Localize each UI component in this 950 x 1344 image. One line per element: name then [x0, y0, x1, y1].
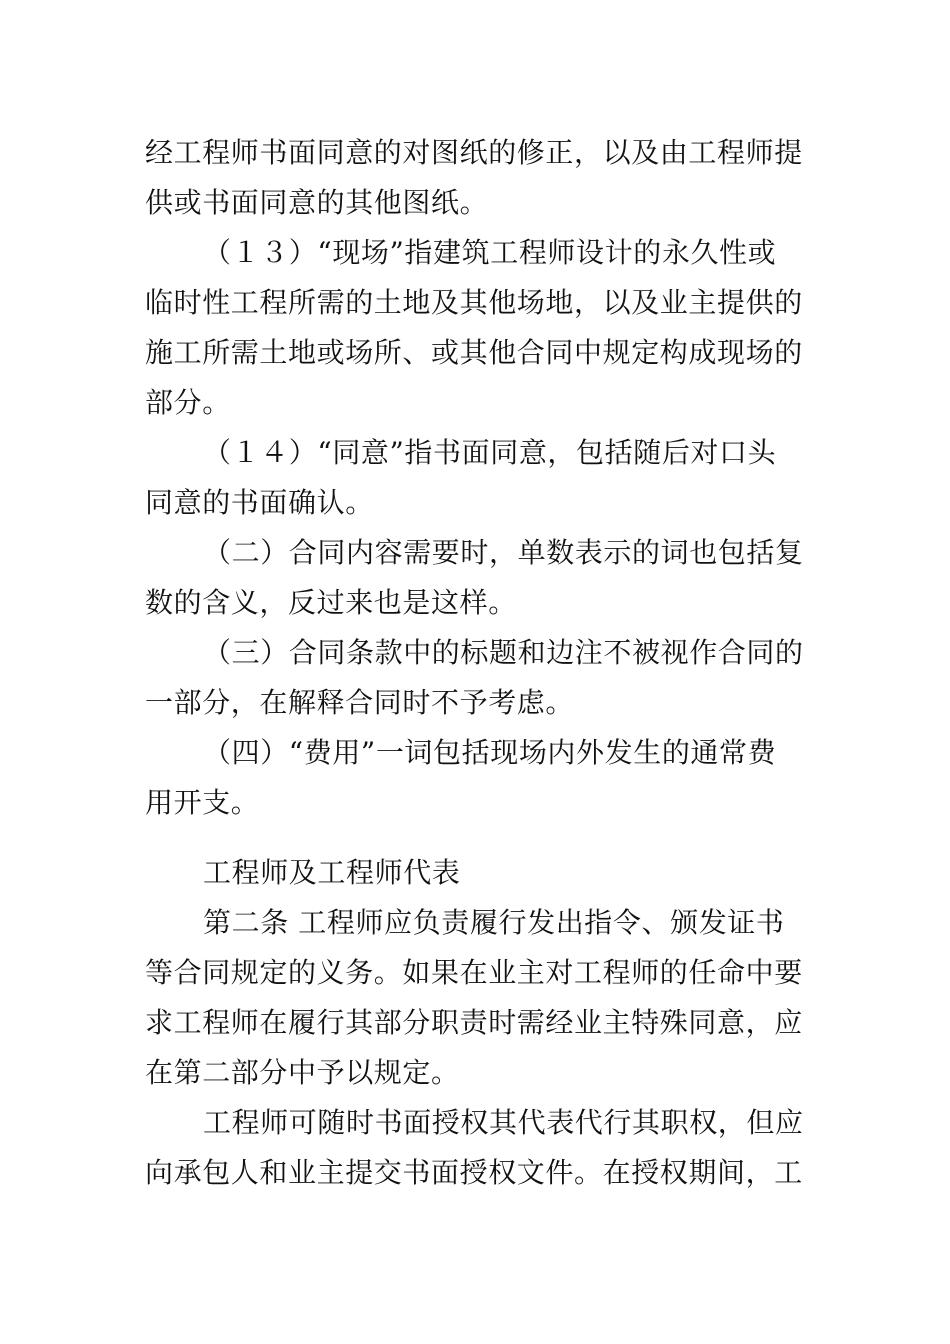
- text-line: 临时性工程所需的土地及其他场地，以及业主提供的: [145, 286, 803, 319]
- text-line: 同意的书面确认。: [145, 486, 374, 519]
- text-line: 等合同规定的义务。如果在业主对工程师的任命中要: [145, 956, 803, 989]
- text-line: 经工程师书面同意的对图纸的修正，以及由工程师提: [145, 136, 803, 169]
- text-line: 向承包人和业主提交书面授权文件。在授权期间，工: [145, 1156, 803, 1189]
- text-line: 在第二部分中予以规定。: [145, 1056, 460, 1089]
- section-heading: 工程师及工程师代表: [203, 856, 461, 889]
- text-line: （三）合同条款中的标题和边注不被视作合同的: [203, 636, 804, 669]
- text-line: （二）合同内容需要时，单数表示的词也包括复: [203, 536, 804, 569]
- text-line: 求工程师在履行其部分职责时需经业主特殊同意，应: [145, 1006, 803, 1039]
- text-line: （１４）“同意”指书面同意，包括随后对口头: [203, 436, 777, 469]
- text-line: 数的含义，反过来也是这样。: [145, 586, 517, 619]
- text-line: （１３）“现场”指建筑工程师设计的永久性或: [203, 236, 777, 269]
- text-line: 施工所需土地或场所、或其他合同中规定构成现场的: [145, 336, 803, 369]
- text-line: 第二条 工程师应负责履行发出指令、颁发证书: [203, 906, 785, 939]
- text-line: 供或书面同意的其他图纸。: [145, 186, 489, 219]
- text-line: 一部分，在解释合同时不予考虑。: [145, 686, 575, 719]
- text-line: 工程师可随时书面授权其代表代行其职权，但应: [203, 1106, 804, 1139]
- text-line: （四）“费用”一词包括现场内外发生的通常费: [203, 736, 777, 769]
- text-line: 部分。: [145, 386, 231, 419]
- text-line: 用开支。: [145, 786, 260, 819]
